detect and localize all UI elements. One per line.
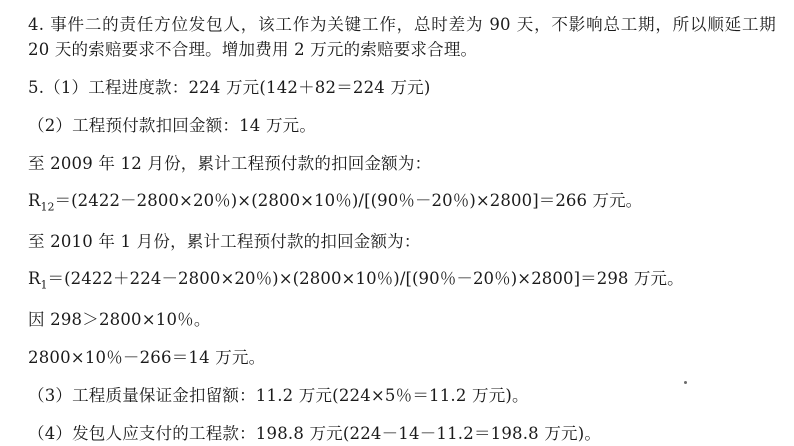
formula-r1 xyxy=(0,267,794,294)
formula-r12-body: ＝(2422－2800×20％)×(2800×10％)/[(90％－20％)×2800]＝266 万元。 xyxy=(54,191,643,211)
formula-r1-body: ＝(2422＋224－2800×20％)×(2800×10％)/[(90％－20％)×2800]＝298 万元。 xyxy=(47,269,684,289)
formula-r1-prefix: R xyxy=(28,269,41,289)
formula-r12 xyxy=(0,189,794,216)
paragraph-compare: 因 298＞2800×10％。 xyxy=(28,310,211,330)
paragraph-note-2009: 至 2009 年 12 月份，累计工程预付款的扣回金额为： xyxy=(28,154,432,174)
formula-r12-prefix: R xyxy=(28,191,41,211)
paragraph-item-5-2: （2）工程预付款扣回金额：14 万元。 xyxy=(28,116,317,136)
paragraph-item-5-1: 5.（1）工程进度款：224 万元(142＋82＝224 万元) xyxy=(28,78,431,98)
paragraph-calc: 2800×10％－266＝14 万元。 xyxy=(28,348,266,368)
paragraph-item-5-3: （3）工程质量保证金扣留额：11.2 万元(224×5％＝11.2 万元)。 xyxy=(28,386,529,406)
formula-r12-subscript: 12 xyxy=(40,200,55,214)
scan-speck xyxy=(684,381,687,384)
paragraph-note-2010: 至 2010 年 1 月份，累计工程预付款的扣回金额为： xyxy=(28,232,421,252)
paragraph-item-5-4: （4）发包人应支付的工程款：198.8 万元(224－14－11.2＝198.8 万元)。 xyxy=(28,424,602,444)
formula-r1-subscript: 1 xyxy=(40,278,48,292)
paragraph-item-4: 4. 事件二的责任方位发包人，该工作为关键工作，总时差为 90 天，不影响总工期，所以顺延工期 20 天的索赔要求不合理。增加费用 2 万元的索赔要求合理。 xyxy=(28,15,776,60)
